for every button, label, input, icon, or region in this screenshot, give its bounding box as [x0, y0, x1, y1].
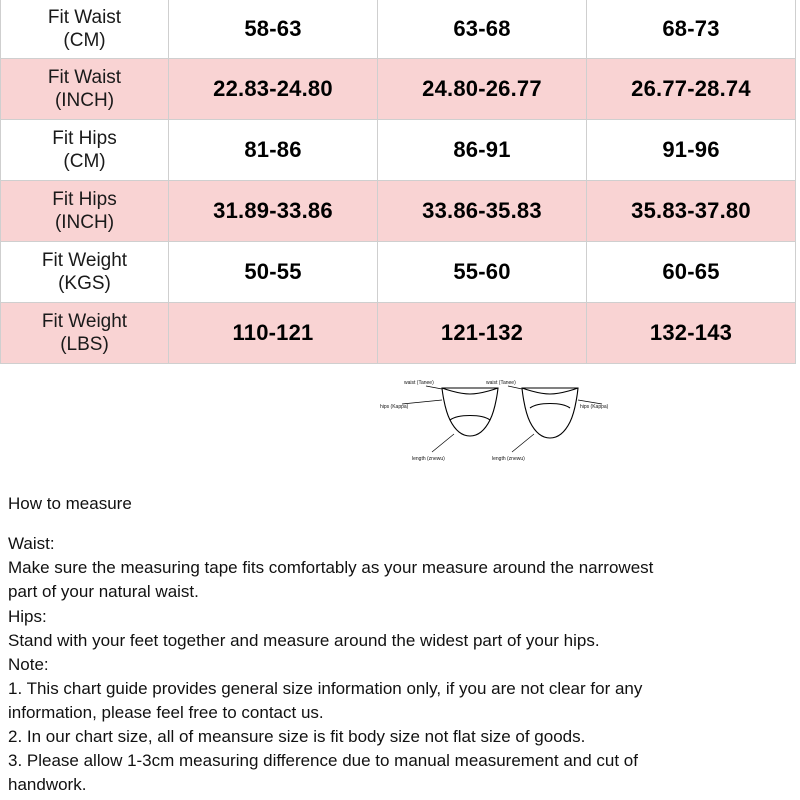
row-label-cell — [1, 59, 169, 120]
table-cell: 68-73 — [587, 0, 796, 59]
table-cell: 55-60 — [378, 242, 587, 303]
table-cell: 26.77-28.74 — [587, 59, 796, 120]
underwear-measure-diagram-icon — [380, 368, 620, 483]
row-label-cell — [1, 242, 169, 303]
table-cell: 60-65 — [587, 242, 796, 303]
left-hips-label: hips (Kappa) — [380, 404, 409, 410]
row-label-line2: (INCH) — [54, 90, 115, 111]
size-chart-body — [1, 0, 796, 364]
row-label-cell — [1, 120, 169, 181]
left-length-label: length (znewu) — [412, 456, 445, 462]
row-label-line2: (INCH) — [54, 212, 115, 233]
howto-line: part of your natural waist. — [8, 582, 199, 602]
table-cell: 81-86 — [169, 120, 378, 181]
howto-line: 3. Please allow 1-3cm measuring difference due to manual measurement and cut of — [8, 751, 638, 771]
howto-line: Note: — [8, 654, 49, 674]
howto-line: 2. In our chart size, all of meansure size is fit body size not flat size of goods. — [8, 727, 586, 747]
table-row — [1, 59, 796, 120]
table-cell: 35.83-37.80 — [587, 181, 796, 242]
howto-line: Hips: — [8, 606, 47, 626]
row-label-line1: Fit Waist — [47, 6, 122, 28]
row-label-line2: (CM) — [63, 151, 106, 172]
howto-line: 1. This chart guide provides general size information only, if you are not clear for any — [8, 678, 643, 698]
table-cell: 50-55 — [169, 242, 378, 303]
howto-line: information, please feel free to contact us. — [8, 703, 324, 722]
table-cell: 58-63 — [169, 0, 378, 59]
howto-line: Waist: — [8, 534, 55, 554]
table-cell: 24.80-26.77 — [378, 59, 587, 120]
right-length-label: length (znewu) — [492, 456, 525, 462]
row-label-line2: (CM) — [63, 30, 106, 51]
table-cell: 22.83-24.80 — [169, 59, 378, 120]
table-cell: 121-132 — [378, 303, 587, 364]
table-cell: 110-121 — [169, 303, 378, 364]
measurement-diagram-area — [0, 364, 800, 486]
table-cell: 31.89-33.86 — [169, 181, 378, 242]
howto-line: Make sure the measuring tape fits comfortably as your measure around the narrowest — [8, 558, 654, 578]
row-label-line1: Fit Weight — [41, 249, 128, 271]
table-cell: 91-96 — [587, 120, 796, 181]
right-waist-label: waist (Tanee) — [486, 380, 516, 386]
row-label-cell — [1, 303, 169, 364]
row-label-line1: Fit Hips — [52, 188, 117, 210]
left-waist-label: waist (Tanee) — [404, 380, 434, 386]
row-label-cell — [1, 0, 169, 59]
table-cell: 86-91 — [378, 120, 587, 181]
row-label-line1: Fit Hips — [52, 127, 117, 149]
right-hips-label: hips (Kappa) — [580, 404, 609, 410]
table-row — [1, 0, 796, 59]
how-to-measure-heading: How to measure — [8, 494, 132, 513]
table-row — [1, 120, 796, 181]
row-label-line1: Fit Waist — [47, 66, 122, 88]
howto-line: Stand with your feet together and measure around the widest part of your hips. — [8, 630, 600, 650]
table-cell: 33.86-35.83 — [378, 181, 587, 242]
row-label-line1: Fit Weight — [41, 310, 128, 332]
row-label-line2: (KGS) — [58, 273, 111, 294]
how-to-measure-section — [0, 486, 800, 798]
row-label-line2: (LBS) — [60, 334, 109, 355]
table-row — [1, 181, 796, 242]
howto-line: handwork. — [8, 775, 87, 795]
size-chart-table — [0, 0, 796, 364]
table-row — [1, 242, 796, 303]
row-label-cell — [1, 181, 169, 242]
table-cell: 63-68 — [378, 0, 587, 59]
table-cell: 132-143 — [587, 303, 796, 364]
table-row — [1, 303, 796, 364]
